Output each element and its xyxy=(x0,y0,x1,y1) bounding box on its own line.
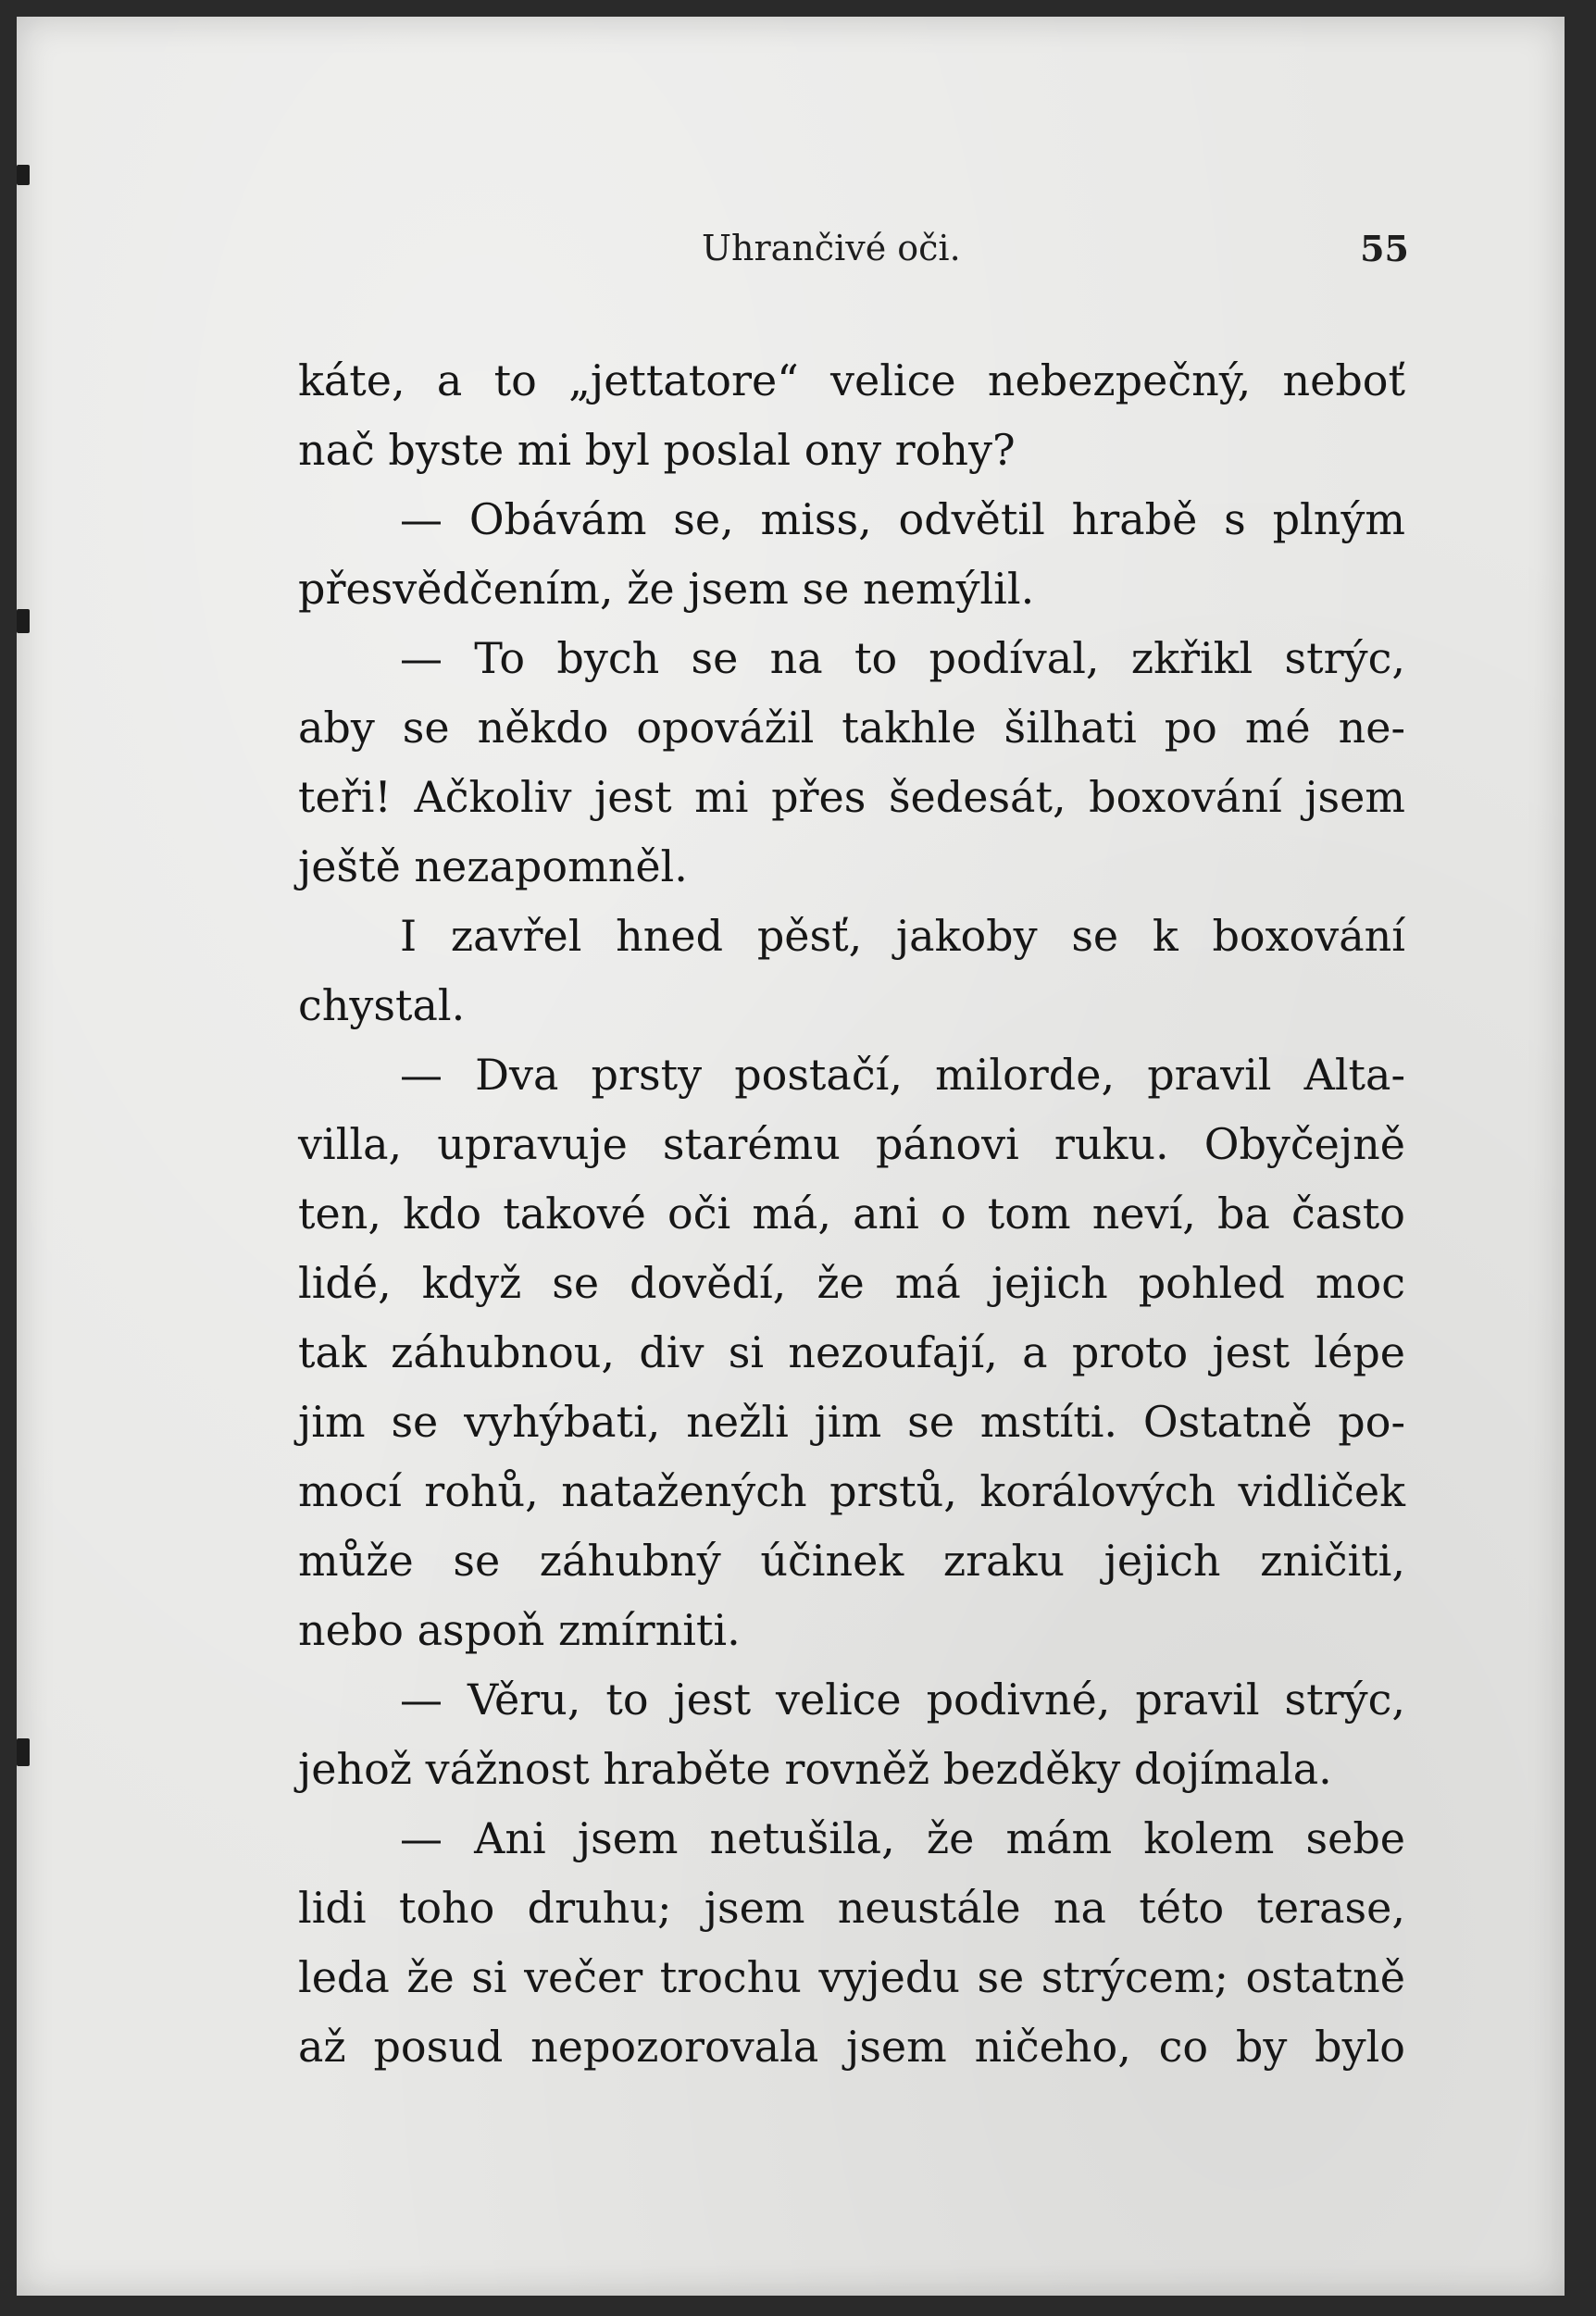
binding-mark xyxy=(17,165,30,185)
text-line: jim se vyhýbati, nežli jim se mstíti. Ostatně po- xyxy=(298,1397,1405,1447)
text-line: může se záhubný účinek zraku jejich zničiti, xyxy=(298,1536,1405,1586)
text-line: lidi toho druhu; jsem neustále na této terase, xyxy=(298,1883,1405,1933)
text-line: — Dva prsty postačí, milorde, pravil Alta- xyxy=(400,1050,1405,1100)
text-line: nač byste mi byl poslal ony rohy? xyxy=(298,425,1016,475)
text-line: — To bych se na to podíval, zkřikl strýc, xyxy=(400,633,1405,683)
text-line: ten, kdo takové oči má, ani o tom neví, ba často xyxy=(298,1189,1405,1239)
text-line: jehož vážnost hraběte rovněž bezděky dojímala. xyxy=(298,1744,1332,1794)
binding-mark xyxy=(17,1738,30,1766)
text-line: mocí rohů, natažených prstů, korálových vidliček xyxy=(298,1466,1405,1516)
text-line: — Věru, to jest velice podivné, pravil strýc, xyxy=(400,1675,1405,1725)
text-line: přesvědčením, že jsem se nemýlil. xyxy=(298,564,1035,614)
text-line: ještě nezapomněl. xyxy=(298,841,688,891)
text-line: až posud nepozorovala jsem ničeho, co by bylo xyxy=(298,2022,1405,2072)
text-line: I zavřel hned pěsť, jakoby se k boxování xyxy=(400,911,1405,961)
text-line: villa, upravuje starému pánovi ruku. Obyčejně xyxy=(298,1119,1405,1169)
text-line: teři! Ačkoliv jest mi přes šedesát, boxování jsem xyxy=(298,772,1405,822)
running-head xyxy=(298,228,1409,283)
text-line: káte, a to „jettatore“ velice nebezpečný, neboť xyxy=(298,355,1405,405)
text-line: — Ani jsem netušila, že mám kolem sebe xyxy=(400,1813,1405,1863)
body-text xyxy=(298,346,1405,2082)
text-line: leda že si večer trochu vyjedu se strýcem; ostatně xyxy=(298,1952,1405,2002)
page-number: 55 xyxy=(1360,228,1409,269)
text-line: nebo aspoň zmírniti. xyxy=(298,1605,741,1655)
text-line: lidé, když se dovědí, že má jejich pohled moc xyxy=(298,1258,1405,1308)
text-line: — Obávám se, miss, odvětil hrabě s plným xyxy=(400,494,1405,544)
text-line: chystal. xyxy=(298,980,466,1030)
binding-mark xyxy=(17,609,30,633)
text-line: aby se někdo opovážil takhle šilhati po mé ne- xyxy=(298,703,1405,753)
text-line: tak záhubnou, div si nezoufají, a proto jest lépe xyxy=(298,1327,1405,1377)
running-title: Uhrančivé oči. xyxy=(702,228,961,268)
book-page xyxy=(17,17,1565,2296)
